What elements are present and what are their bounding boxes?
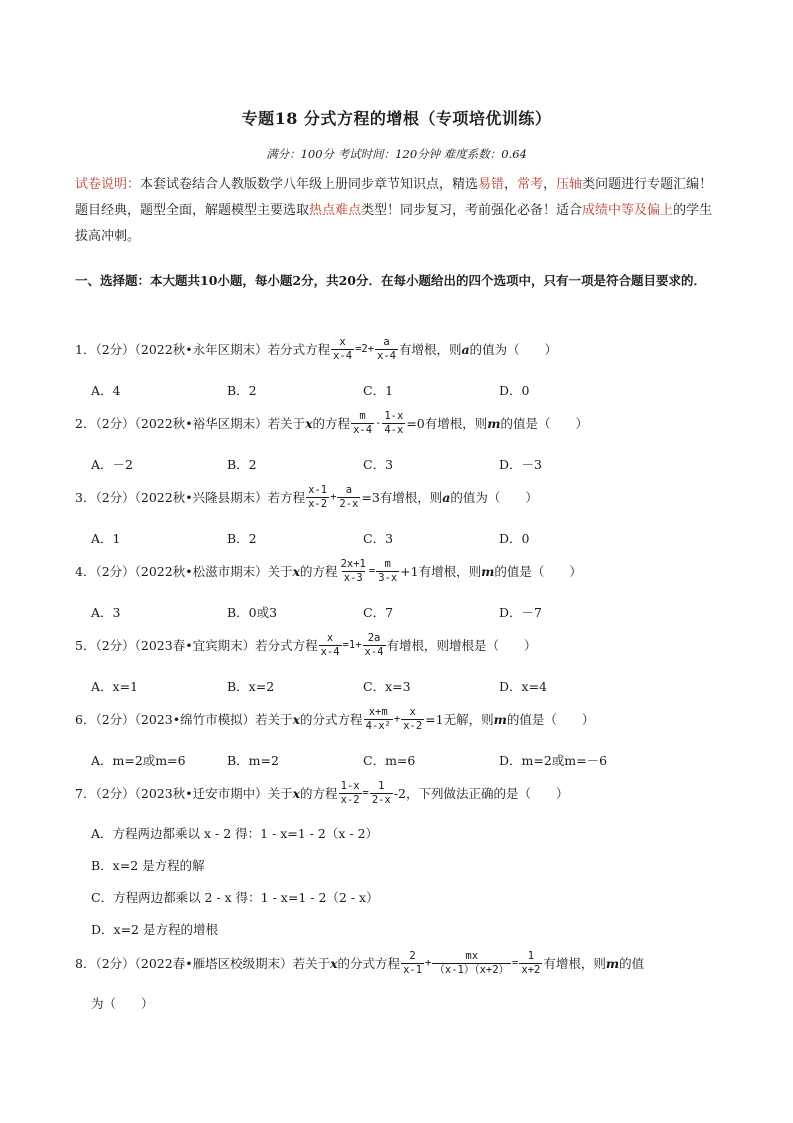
option-c[interactable]: C．m=6 [363, 753, 416, 768]
question-3: 3．（2分）（2022秋•兴隆县期末）若方程 $\frac{x-1}{x-2}$ + $\frac{a}{2-x}$ =3有增根，则 a 的值为（ ） [75, 483, 538, 510]
question-7: 7．（2分）（2023秋•迁安市期中）关于 x 的方程 $\frac{1-x}{x-2}$ = $\frac{1}{2-x}$ -2，下列做法正确的是（ ） [75, 779, 569, 806]
option-c[interactable]: C．方程两边都乘以 2 - x 得：1 - x=1 - 2（2 - x） [91, 890, 379, 905]
question-4-options [91, 603, 711, 621]
question-6-options [91, 751, 711, 769]
exam-meta: 满分：100分 考试时间：120分钟 难度系数：0.64 [266, 147, 527, 161]
fraction: $\frac{mx}{(x-1)(x+2)}$ [434, 949, 510, 976]
exam-description: 试卷说明：本套试卷结合人教版数学八年级上册同步章节知识点，精选易错，常考，压轴类问题进行专题汇编！题目经典，题型全面，解题模型主要选取热点难点类型！同步复习，考前强化必备！适合成绩中等及偏上的学生拔高冲刺。 [75, 177, 713, 244]
option-d[interactable]: D．x=2 是方程的增根 [91, 922, 218, 937]
option-d[interactable]: D．－3 [499, 457, 542, 472]
desc-label: 试卷说明： [75, 177, 141, 192]
question-5-options [91, 677, 711, 695]
fraction: $\frac{2}{x-1}$ [403, 949, 423, 976]
option-a[interactable]: A．方程两边都乘以 x - 2 得：1 - x=1 - 2（x - 2） [91, 826, 379, 841]
option-b[interactable]: B．x=2 是方程的解 [91, 858, 205, 873]
option-b[interactable]: B．2 [227, 531, 257, 546]
fraction: $\frac{x+m}{\text{4-x²}}$ [365, 705, 391, 732]
fraction: $\frac{x}{x-4}$ [333, 335, 353, 362]
option-a[interactable]: A．1 [91, 531, 121, 546]
fraction: $\frac{x}{x-2}$ [403, 705, 423, 732]
option-d[interactable]: D．0 [499, 531, 530, 546]
option-a[interactable]: A．3 [91, 605, 121, 620]
option-d[interactable]: D．－7 [499, 605, 542, 620]
fraction: $\frac{2x+1}{x-3}$ [340, 557, 366, 584]
option-c[interactable]: C．7 [363, 605, 394, 620]
fraction: $\frac{x}{x-4}$ [320, 631, 340, 658]
option-b[interactable]: B．2 [227, 457, 257, 472]
option-a[interactable]: A．4 [91, 383, 121, 398]
fraction: $\frac{m}{3-x}$ [378, 557, 398, 584]
question-6: 6．（2分）（2023•绵竹市模拟）若关于 x 的分式方程 $\frac{x+m}{\text{4-x²}}$ + $\frac{x}{x-2}$ =1无解，则 m 的值是（ ） [75, 705, 595, 732]
question-8-continuation: 为（ ） [91, 996, 154, 1011]
page-title: 专题18 分式方程的增根（专项培优训练） [241, 109, 552, 128]
option-a[interactable]: A．－2 [91, 457, 133, 472]
option-c[interactable]: C．3 [363, 457, 394, 472]
option-c[interactable]: C．x=3 [363, 679, 411, 694]
option-d[interactable]: D．m=2或m=－6 [499, 753, 608, 768]
fraction: $\frac{1-x}{4-x}$ [384, 409, 404, 436]
fraction: $\frac{2a}{x-4}$ [364, 631, 384, 658]
question-8: 8．（2分）（2022春•雁塔区校级期末）若关于 x 的分式方程 $\frac{2}{x-1}$ + $\frac{mx}{(x-1)(x+2)}$ = $\frac{1}{x+2}$ 有增根，则 m 的值 [75, 949, 645, 976]
option-b[interactable]: B．0或3 [227, 605, 278, 620]
option-b[interactable]: B．x=2 [227, 679, 275, 694]
question-2-options [91, 455, 711, 473]
fraction: $\frac{x-1}{x-2}$ [308, 483, 328, 510]
question-5: 5．（2分）（2023春•宜宾期末）若分式方程 $\frac{x}{x-4}$ =1+ $\frac{2a}{x-4}$ 有增根，则增根是（ ） [75, 631, 537, 658]
option-d[interactable]: D．0 [499, 383, 530, 398]
option-a[interactable]: A．x=1 [91, 679, 139, 694]
question-3-options [91, 529, 711, 547]
fraction: $\frac{m}{x-4}$ [353, 409, 373, 436]
question-1: 1．（2分）（2022秋•永年区期末）若分式方程 $\frac{x}{x-4}$ =2+ $\frac{a}{x-4}$ 有增根，则 a 的值为（ ） [75, 335, 558, 362]
section-heading-choice: 一、选择题：本大题共10小题，每小题2分，共20分．在每小题给出的四个选项中，只有一项是符合题目要求的． [75, 273, 706, 288]
fraction: $\frac{1}{x+2}$ [521, 949, 541, 976]
option-a[interactable]: A．m=2或m=6 [91, 753, 186, 768]
fraction: $\frac{1-x}{x-2}$ [340, 779, 360, 806]
question-4: 4．（2分）（2022秋•松滋市期末）关于 x 的方程 $\frac{2x+1}{x-3}$ = $\frac{m}{3-x}$ +1有增根，则 m 的值是（ ） [75, 557, 582, 584]
fraction: $\frac{a}{x-4}$ [377, 335, 396, 362]
fraction: $\frac{1}{2-x}$ [371, 779, 391, 806]
option-d[interactable]: D．x=4 [499, 679, 547, 694]
option-b[interactable]: B．2 [227, 383, 257, 398]
question-1-options [91, 381, 711, 399]
fraction: $\frac{a}{2-x}$ [339, 483, 359, 510]
option-b[interactable]: B．m=2 [227, 753, 279, 768]
option-c[interactable]: C．3 [363, 531, 394, 546]
option-c[interactable]: C．1 [363, 383, 394, 398]
question-2: 2．（2分）（2022秋•裕华区期末）若关于 x 的方程 $\frac{m}{x-4}$ - $\frac{1-x}{4-x}$ =0有增根，则 m 的值是（ ） [75, 409, 589, 436]
